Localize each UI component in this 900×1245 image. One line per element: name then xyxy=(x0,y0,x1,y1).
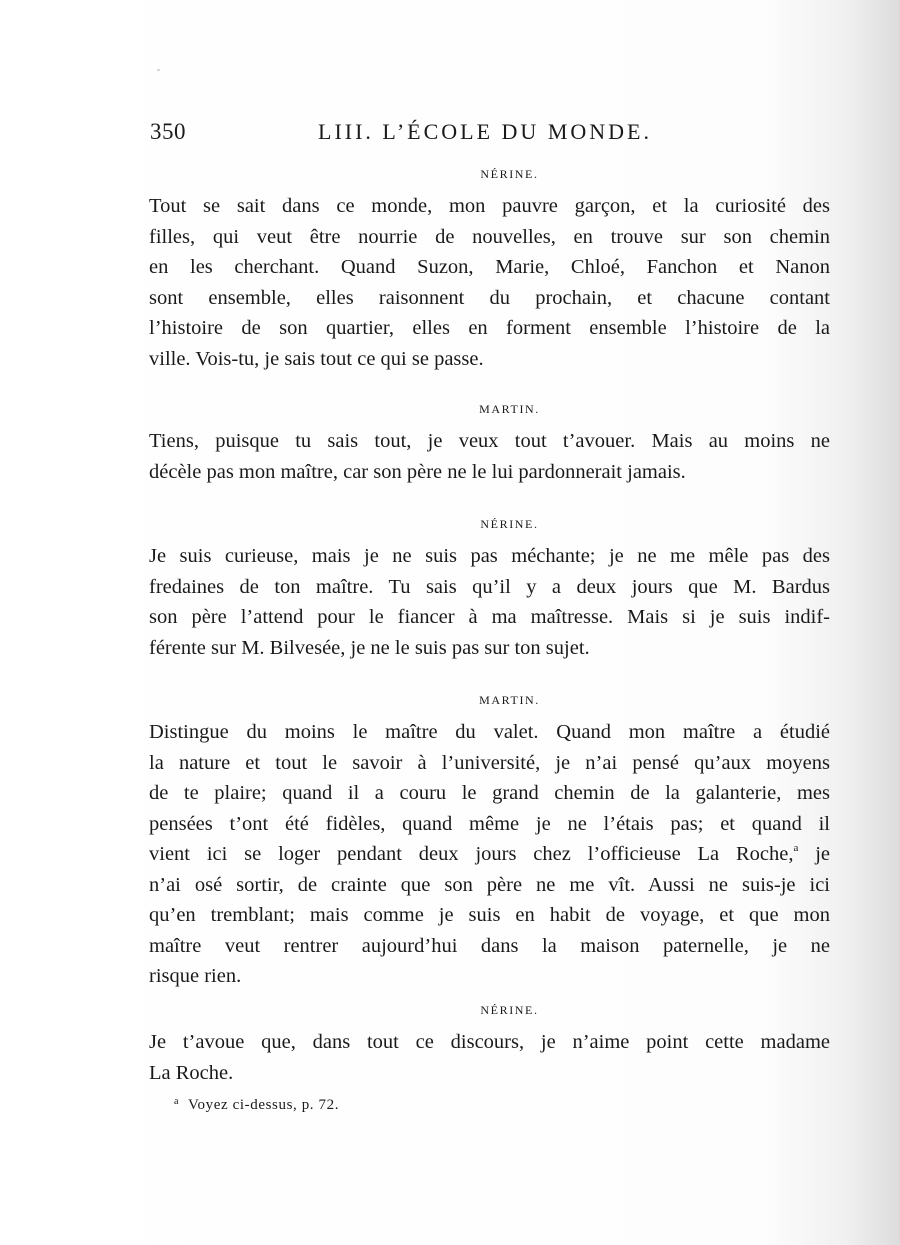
text-line: en les cherchant. Quand Suzon, Marie, Chloé, Fanchon et Nanon xyxy=(149,256,830,278)
speaker-name: NÉRINE. xyxy=(480,167,539,181)
text-line: Je suis curieuse, mais je ne suis pas méchante; je ne me mêle pas des xyxy=(149,545,830,567)
text-segment: vient ici se loger pendant deux jours chez l’officieuse La Roche, xyxy=(149,843,794,865)
text-line: risque rien. xyxy=(149,965,242,987)
text-line: ville. Vois-tu, je sais tout ce qui se passe. xyxy=(149,347,484,370)
text-line: férente sur M. Bilvesée, je ne le suis pas sur ton sujet. xyxy=(149,636,590,659)
text-line: filles, qui veut être nourrie de nouvelles, en trouve sur son chemin xyxy=(149,225,830,248)
text-segment: je xyxy=(798,843,830,865)
footnote-marker: a xyxy=(174,1096,180,1107)
page-number: 350 xyxy=(150,119,186,144)
text-line: Tout se sait dans ce monde, mon pauvre garçon, et la curiosité des xyxy=(149,195,830,217)
text-line: Distingue du moins le maître du valet. Quand mon maître a étudié xyxy=(149,721,830,743)
paper-speck xyxy=(157,69,160,71)
speaker-name: NÉRINE. xyxy=(480,1003,539,1017)
text-line: maître veut rentrer aujourd’hui dans la maison paternelle, je ne xyxy=(149,934,830,957)
text-line: son père l’attend pour le fiancer à ma maîtresse. Mais si je suis indif- xyxy=(149,606,830,628)
text-line: n’ai osé sortir, de crainte que son père ne me vît. Aussi ne suis-je ici xyxy=(149,873,830,896)
text-line: sont ensemble, elles raisonnent du prochain, et chacune contant xyxy=(149,286,830,309)
speech-nerine-3 xyxy=(149,1002,830,1088)
text-line: Je t’avoue que, dans tout ce discours, je n’aime point cette madame xyxy=(149,1031,830,1053)
text-line-with-note xyxy=(149,839,830,870)
speaker-name: NÉRINE. xyxy=(480,517,539,531)
text-line: pensées t’ont été fidèles, quand même je ne l’étais pas; et quand il xyxy=(149,812,830,835)
text-line: Tiens, puisque tu sais tout, je veux tout t’avouer. Mais au moins ne xyxy=(149,430,830,452)
speaker-name: MARTIN. xyxy=(479,693,540,707)
running-title: LIII. L’ÉCOLE DU MONDE. xyxy=(318,119,652,144)
text-line: La Roche. xyxy=(149,1061,234,1084)
footnote-reference: a xyxy=(793,842,799,854)
text-line: l’histoire de son quartier, elles en forment ensemble l’histoire de la xyxy=(149,317,830,339)
text-line: fredaines de ton maître. Tu sais qu’il y a deux jours que M. Bardus xyxy=(149,575,830,598)
speech-martin-2 xyxy=(149,692,830,992)
text-line: la nature et tout le savoir à l’université, je n’ai pensé qu’aux moyens xyxy=(149,751,830,774)
footnote-text: Voyez ci-dessus, p. 72. xyxy=(188,1097,340,1113)
speech-martin-1 xyxy=(149,401,830,487)
text-line: de te plaire; quand il a couru le grand chemin de la galanterie, mes xyxy=(149,782,830,804)
text-line: qu’en tremblant; mais comme je suis en habit de voyage, et que mon xyxy=(149,904,830,926)
text-line: décèle pas mon maître, car son père ne le lui pardonnerait jamais. xyxy=(149,460,686,483)
footnote xyxy=(174,1096,339,1114)
speech-nerine-2 xyxy=(149,516,830,663)
speaker-name: MARTIN. xyxy=(479,402,540,416)
speech-nerine-1 xyxy=(149,166,830,374)
